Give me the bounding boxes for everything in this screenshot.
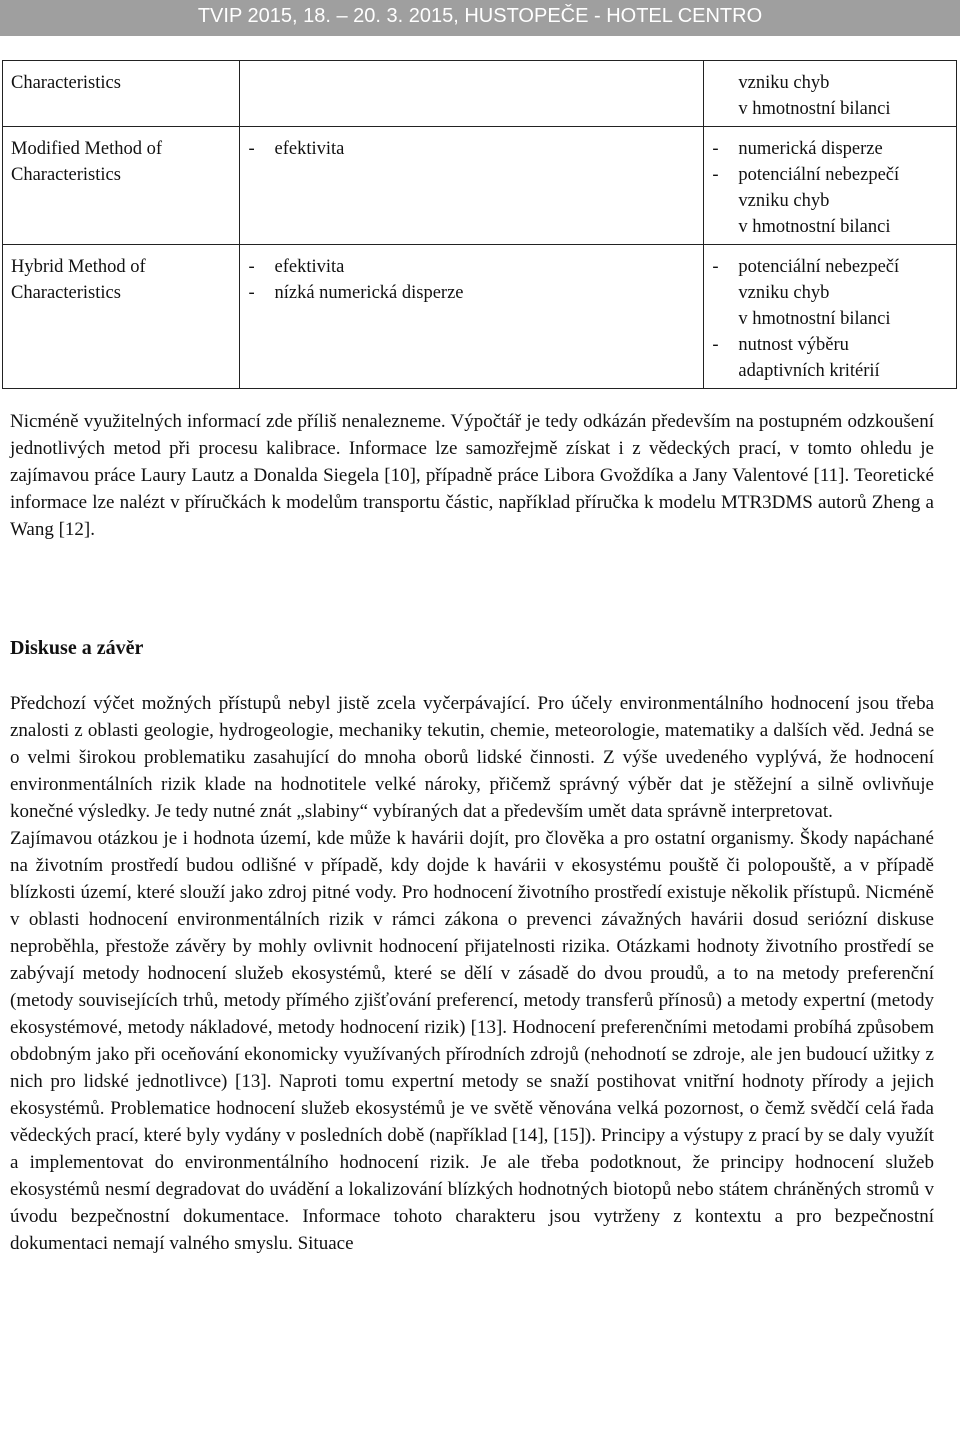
list-item-text: v hmotnostní bilanci <box>738 309 891 329</box>
advantages-cell <box>240 245 704 389</box>
page-header: TVIP 2015, 18. – 20. 3. 2015, HUSTOPEČE - HOTEL CENTRO <box>0 0 960 36</box>
list-item-text: efektivita <box>274 139 345 159</box>
list-item <box>712 96 950 122</box>
table-row <box>3 127 957 245</box>
bullet-dash <box>712 306 738 332</box>
bullet-dash: - <box>712 139 719 159</box>
section-heading: Diskuse a závěr <box>10 637 144 659</box>
list-item <box>712 280 950 306</box>
list-item <box>712 162 950 188</box>
list-item-text: vzniku chyb <box>738 283 830 303</box>
bullet-dash <box>712 280 738 306</box>
method-cell <box>3 127 240 245</box>
advantages-cell <box>240 127 704 245</box>
list-item <box>248 136 697 162</box>
paragraph: Nicméně využitelných informací zde příliš nenalezneme. Výpočtář je tedy odkázán především na postupném odzkoušení jednotlivých metod při procesu kalibrace. Informace lze samozřejmě získat i z vědeckých prací, v tomto ohledu je zajímavou práce Laury Lautz a Donalda Siegela [10], případně práce Libora Gvoždíka a Jany Valentové [11]. Teoretické informace lze nalézt v příručkách k modelům transportu částic, například příručka k modelu MTR3DMS autorů Zheng a Wang [12]. <box>10 411 934 540</box>
list-item-text: potenciální nebezpečí <box>738 257 900 277</box>
bullet-dash <box>712 96 738 122</box>
bullet-dash <box>712 188 738 214</box>
methods-comparison-table <box>2 60 957 389</box>
advantages-cell <box>240 61 704 127</box>
list-item <box>248 280 697 306</box>
table-row <box>3 245 957 389</box>
disadvantages-cell <box>704 245 957 389</box>
list-item-text: nízká numerická disperze <box>274 283 464 303</box>
method-name-line: Modified Method of <box>11 139 163 159</box>
bullet-dash <box>712 214 738 240</box>
paragraph: Předchozí výčet možných přístupů nebyl jistě zcela vyčerpávající. Pro účely environmentálního hodnocení jsou třeba znalosti z oblasti geologie, hydrogeologie, mechaniky tekutin, chemie, meteorologie, matematiky a dalších věd. Jedná se o velmi širokou problematiku zasahující do mnoha oborů lidské činnosti. Z výše uvedeného vyplývá, že hodnocení environmentálních rizik klade na hodnotitele velké nároky, přičemž správný výběr dat je stěžejní a silně ovlivňuje konečné výsledky. Je tedy nutné znát „slabiny“ vybíraných dat a především umět data správně interpretovat. <box>10 693 934 822</box>
bullet-dash: - <box>248 283 255 303</box>
list-item <box>712 306 950 332</box>
bullet-dash: - <box>712 335 719 355</box>
disadvantages-cell <box>704 61 957 127</box>
list-item-text: efektivita <box>274 257 345 277</box>
disadvantages-cell <box>704 127 957 245</box>
bullet-dash: - <box>712 257 719 277</box>
list-item-text: numerická disperze <box>738 139 883 159</box>
method-cell <box>3 245 240 389</box>
method-name-line: Characteristics <box>11 165 121 185</box>
intro-paragraph <box>10 408 934 543</box>
list-item-text: nutnost výběru <box>738 335 849 355</box>
list-item-text: potenciální nebezpečí <box>738 165 900 185</box>
section-body <box>10 690 934 1257</box>
table-row <box>3 61 957 127</box>
paragraph: Zajímavou otázkou je i hodnota území, kde může k havárii dojít, pro člověka a pro ostatní organismy. Škody napáchané na životním prostředí budou odlišné v případě, kdy dojde k havárii v ekosystému pouště či polopouště, a v případě blízkosti území, které slouží jako zdroj pitné vody. Pro hodnocení životního prostředí existuje několik přístupů. Nicméně v oblasti hodnocení environmentálních rizik v rámci zákona o prevenci závažných havárii dosud seriózní diskuse neproběhla, přestože závěry by mohly ovlivnit hodnocení přijatelnosti rizika. Otázkami hodnoty životního prostředí se zabývají metody hodnocení služeb ekosystémů, které se dělí v zásadě do dvou proudů, a to na metody preferenční (metody souvisejících trhů, metody přímého zjišťování preferencí, metody transferů přínosů) a metody expertní (metody ekosystémové, metody nákladové, metody hodnocení rizik) [13]. Hodnocení preferenčními metodami probíhá způsobem obdobným jako při oceňování ekonomicky využívaných přírodních zdrojů (nehodnotí se zdroje, ale jen budoucí užitky z nich pro lidské jednotlivce) [13]. Naproti tomu expertní metody se snaží postihovat vnitřní hodnoty přírody a jejich ekosystémů. Problematice hodnocení služeb ekosystémů je ve světě věnována velká pozornost, o čemž svědčí celá řada vědeckých prací, které byly vydány v posledních době (například [14], [15]). Principy a výstupy z prací by se daly využít a implementovat do environmentálního hodnocení rizik. Je ale třeba podotknout, že principy hodnocení služeb ekosystémů nesmí degradovat do uvádění a lokalizování blízkých hodnotných biotopů nebo státem chráněných stromů v úvodu bezpečnostní dokumentace. Informace tohoto charakteru jsou vytrženy z kontextu a pro bezpečnostní dokumentaci nemají valného smyslu. Situace <box>10 828 934 1254</box>
list-item <box>712 70 950 96</box>
list-item-text: v hmotnostní bilanci <box>738 217 891 237</box>
list-item <box>248 254 697 280</box>
method-cell <box>3 61 240 127</box>
list-item <box>712 358 950 384</box>
bullet-dash: - <box>712 165 719 185</box>
list-item <box>712 254 950 280</box>
bullet-dash <box>712 358 738 384</box>
list-item <box>712 136 950 162</box>
list-item-text: vzniku chyb <box>738 191 830 211</box>
bullet-dash: - <box>248 139 255 159</box>
method-name-line: Hybrid Method of <box>11 257 146 277</box>
bullet-dash: - <box>248 257 255 277</box>
list-item <box>712 332 950 358</box>
bullet-dash <box>712 70 738 96</box>
list-item-text: adaptivních kritérií <box>738 361 880 381</box>
method-name-line: Characteristics <box>11 283 121 303</box>
list-item <box>712 214 950 240</box>
method-name-line: Characteristics <box>11 73 121 93</box>
list-item <box>712 188 950 214</box>
list-item-text: v hmotnostní bilanci <box>738 99 891 119</box>
list-item-text: vzniku chyb <box>738 73 830 93</box>
